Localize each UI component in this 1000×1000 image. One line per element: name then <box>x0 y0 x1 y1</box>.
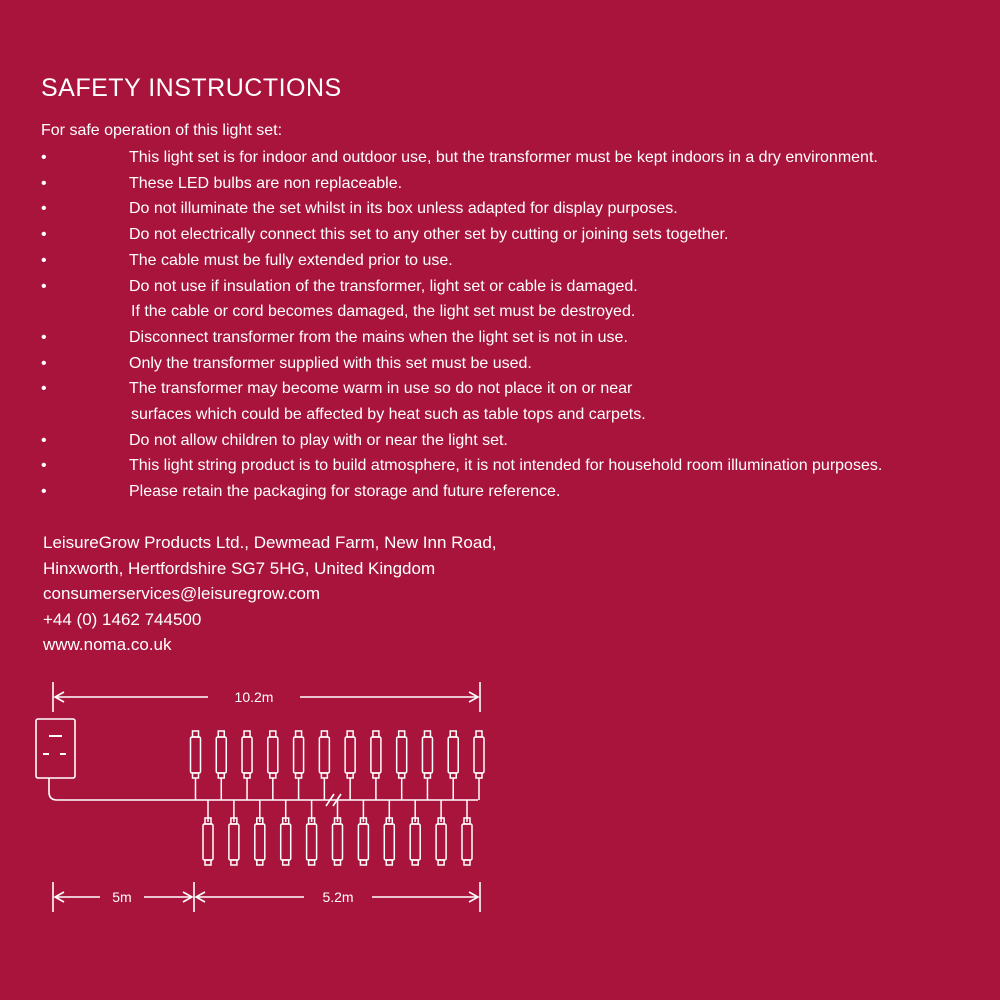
instruction-item <box>41 274 996 325</box>
led-bulb-icon <box>371 731 381 778</box>
instruction-text: Do not illuminate the set whilst in its box unless adapted for display purposes. <box>129 200 678 218</box>
led-bulb-icon <box>345 731 355 778</box>
intro-text: For safe operation of this light set: <box>41 122 283 139</box>
led-bulb-icon <box>242 731 252 778</box>
led-bulb-icon <box>448 731 458 778</box>
instruction-text: Do not electrically connect this set to any other set by cutting or joining sets together. <box>129 226 729 244</box>
instruction-text: Only the transformer supplied with this set must be used. <box>129 354 532 372</box>
instruction-text: The transformer may become warm in use so do not place it on or near <box>129 380 633 398</box>
led-bulb-icon <box>410 818 420 865</box>
website-url: www.noma.co.uk <box>43 635 172 654</box>
led-bulb-icon <box>203 818 213 865</box>
instruction-text: Disconnect transformer from the mains when the light set is not in use. <box>129 328 628 346</box>
instruction-item <box>41 351 996 377</box>
instruction-text: These LED bulbs are non replaceable. <box>129 174 403 192</box>
total-length-label: 10.2m <box>234 689 274 705</box>
address-line-2: Hinxworth, Hertfordshire SG7 5HG, United Kingdom <box>43 558 436 578</box>
bullet-icon: • <box>41 431 47 449</box>
led-bulb-icon <box>358 818 368 865</box>
instruction-text: Do not allow children to play with or near the light set. <box>129 431 508 449</box>
led-bulb-icon <box>294 731 304 778</box>
instruction-item <box>41 453 996 479</box>
instruction-text: Please retain the packaging for storage and future reference. <box>129 483 561 501</box>
led-bulb-icon <box>397 731 407 778</box>
instruction-text: Do not use if insulation of the transformer, light set or cable is damaged. <box>129 277 638 295</box>
instruction-item <box>41 376 996 427</box>
instruction-item <box>41 479 996 505</box>
bullet-icon: • <box>41 226 47 244</box>
company-address <box>43 530 497 658</box>
led-bulb-icon <box>281 818 291 865</box>
led-bulb-icon <box>436 818 446 865</box>
bullet-icon: • <box>41 457 47 475</box>
led-bulb-icon <box>319 731 329 778</box>
bullet-icon: • <box>41 200 47 218</box>
led-bulb-icon <box>307 818 317 865</box>
led-bulb-icon <box>384 818 394 865</box>
led-bulb-icon <box>462 818 472 865</box>
page-title: SAFETY INSTRUCTIONS <box>41 74 342 102</box>
bullet-icon: • <box>41 328 47 346</box>
bullet-icon: • <box>41 149 47 166</box>
lit-length-label: 5.2m <box>322 889 354 905</box>
instruction-text: This light set is for indoor and outdoor use, but the transformer must be kept indoors in a dry environment. <box>129 149 878 166</box>
instruction-text: The cable must be fully extended prior to use. <box>129 251 453 269</box>
bullet-icon: • <box>41 354 47 372</box>
instruction-item <box>41 196 996 222</box>
instruction-item <box>41 145 996 171</box>
instruction-item <box>41 248 996 274</box>
led-bulb-icon <box>333 818 343 865</box>
led-bulb-icon <box>255 818 265 865</box>
main-cable <box>49 778 478 800</box>
instruction-item <box>41 171 996 197</box>
instruction-text: This light string product is to build atmosphere, it is not intended for household room illumination purposes. <box>129 457 883 475</box>
instruction-item <box>41 428 996 454</box>
led-bulb-icon <box>268 731 278 778</box>
email-address: consumerservices@leisuregrow.com <box>43 584 321 603</box>
instruction-text: surfaces which could be affected by heat such as table tops and carpets. <box>131 406 646 424</box>
led-bulb-icon <box>422 731 432 778</box>
bullet-icon: • <box>41 483 47 501</box>
instruction-item <box>41 325 996 351</box>
address-line-1: LeisureGrow Products Ltd., Dewmead Farm, New Inn Road, <box>43 533 497 552</box>
transformer-plug <box>36 719 75 778</box>
bullet-icon: • <box>41 174 47 192</box>
led-bulb-icon <box>229 818 239 865</box>
light-set-diagram <box>0 670 1000 920</box>
bullet-icon: • <box>41 380 47 398</box>
phone-number: +44 (0) 1462 744500 <box>43 609 202 629</box>
led-bulb-icon <box>474 731 484 778</box>
bullet-icon: • <box>41 251 47 269</box>
instruction-text: If the cable or cord becomes damaged, the light set must be destroyed. <box>131 303 636 321</box>
instruction-item <box>41 222 996 248</box>
lead-length-label: 5m <box>112 889 132 905</box>
led-bulb-icon <box>191 731 201 778</box>
safety-instructions-list <box>41 145 996 505</box>
bullet-icon: • <box>41 277 47 295</box>
led-bulb-icon <box>216 731 226 778</box>
